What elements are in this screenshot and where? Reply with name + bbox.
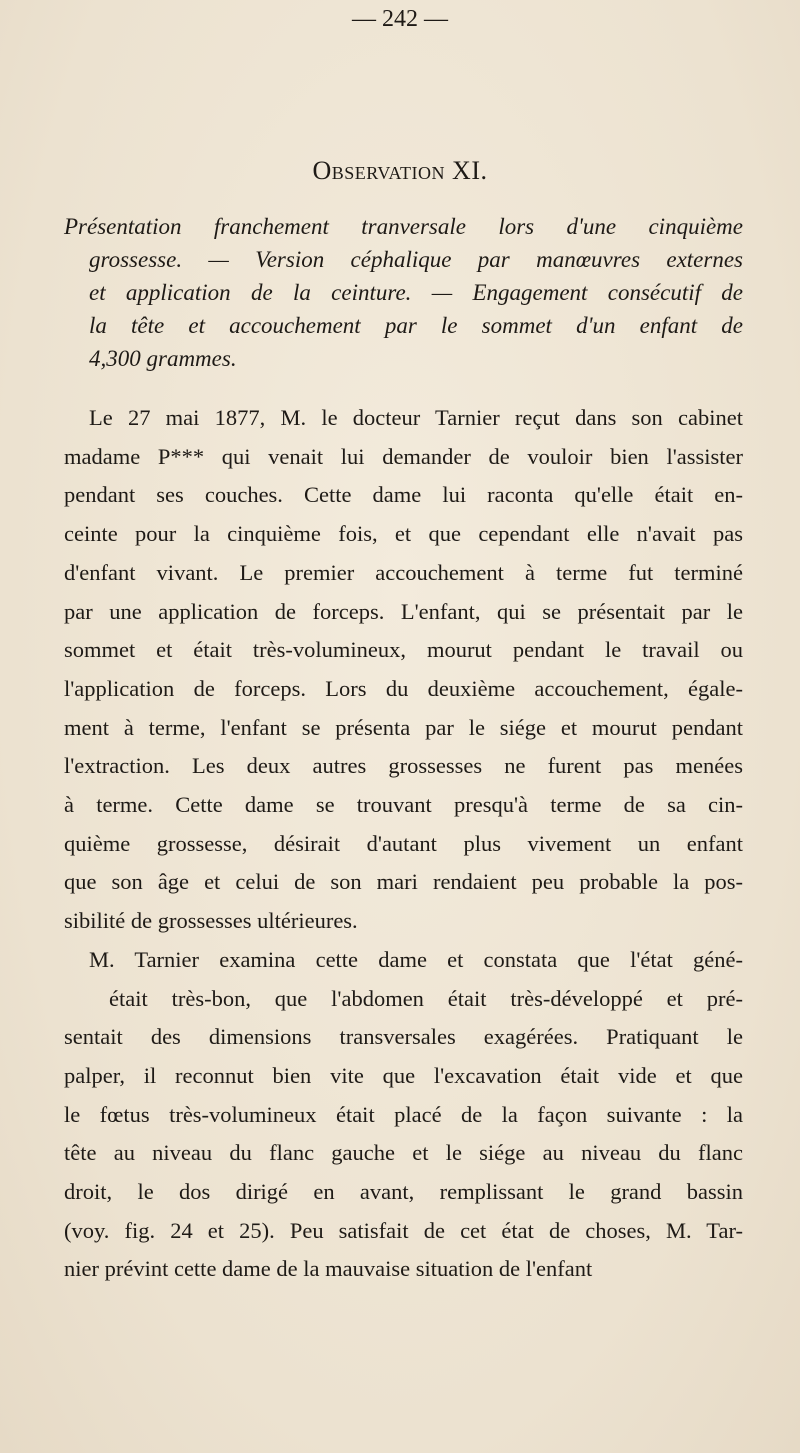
body-line: madame P*** qui venait lui demander de vouloir bien l'assister <box>64 443 743 469</box>
body-line: sommet et était très-volumineux, mourut pendant le travail ou <box>64 637 743 663</box>
body-line: sentait des dimensions transversales exagérées. Pratiquant le <box>64 1024 743 1050</box>
body-line: ment à terme, l'enfant se présenta par le siége et mourut pendant <box>64 714 743 740</box>
body-line: d'enfant vivant. Le premier accouchement à terme fut terminé <box>64 559 743 585</box>
body-line: (voy. fig. 24 et 25). Peu satisfait de cet état de choses, M. Tar- <box>64 1217 743 1243</box>
body-line: l'extraction. Les deux autres grossesses ne furent pas menées <box>64 753 743 779</box>
body-line: sibilité de grossesses ultérieures. <box>64 908 358 934</box>
summary-line: grossesse. — Version céphalique par manœuvres externes <box>89 247 743 272</box>
body-line: ceinte pour la cinquième fois, et que cependant elle n'avait pas <box>64 521 743 547</box>
body-line: M. Tarnier examina cette dame et constata que l'état géné- <box>89 946 743 972</box>
body-line: pendant ses couches. Cette dame lui raconta qu'elle était en- <box>64 482 743 508</box>
body-line: l'application de forceps. Lors du deuxième accouchement, égale- <box>64 675 743 701</box>
body-line: à terme. Cette dame se trouvant presqu'à terme de sa cin- <box>64 792 743 817</box>
body-line: que son âge et celui de son mari rendaient peu probable la pos- <box>64 869 743 895</box>
body-line: Le 27 mai 1877, M. le docteur Tarnier reçut dans son cabinet <box>89 405 743 430</box>
body-line: par une application de forceps. L'enfant, qui se présentait par le <box>64 598 743 624</box>
summary-line: et application de la ceinture. — Engagement consécutif de <box>89 280 743 305</box>
observation-title: Observation XI. <box>312 156 488 185</box>
body-line: tête au niveau du flanc gauche et le siége au niveau du flanc <box>64 1140 743 1166</box>
body-line: palper, il reconnut bien vite que l'excavation était vide et que <box>64 1062 743 1088</box>
body-line: était très-bon, que l'abdomen était très-développé et pré- <box>109 985 743 1011</box>
body-line: quième grossesse, désirait d'autant plus vivement un enfant <box>64 830 743 856</box>
body-line: le fœtus très-volumineux était placé de la façon suivante : la <box>64 1101 743 1127</box>
page-number: — 242 — <box>352 6 448 32</box>
summary-line: la tête et accouchement par le sommet d'un enfant de <box>89 313 743 338</box>
body-line: nier prévint cette dame de la mauvaise situation de l'enfant <box>64 1256 593 1282</box>
summary-line: 4,300 grammes. <box>89 346 237 371</box>
body-line: droit, le dos dirigé en avant, remplissant le grand bassin <box>64 1179 743 1204</box>
summary-line: Présentation franchement tranversale lors d'une cinquième <box>64 214 743 239</box>
